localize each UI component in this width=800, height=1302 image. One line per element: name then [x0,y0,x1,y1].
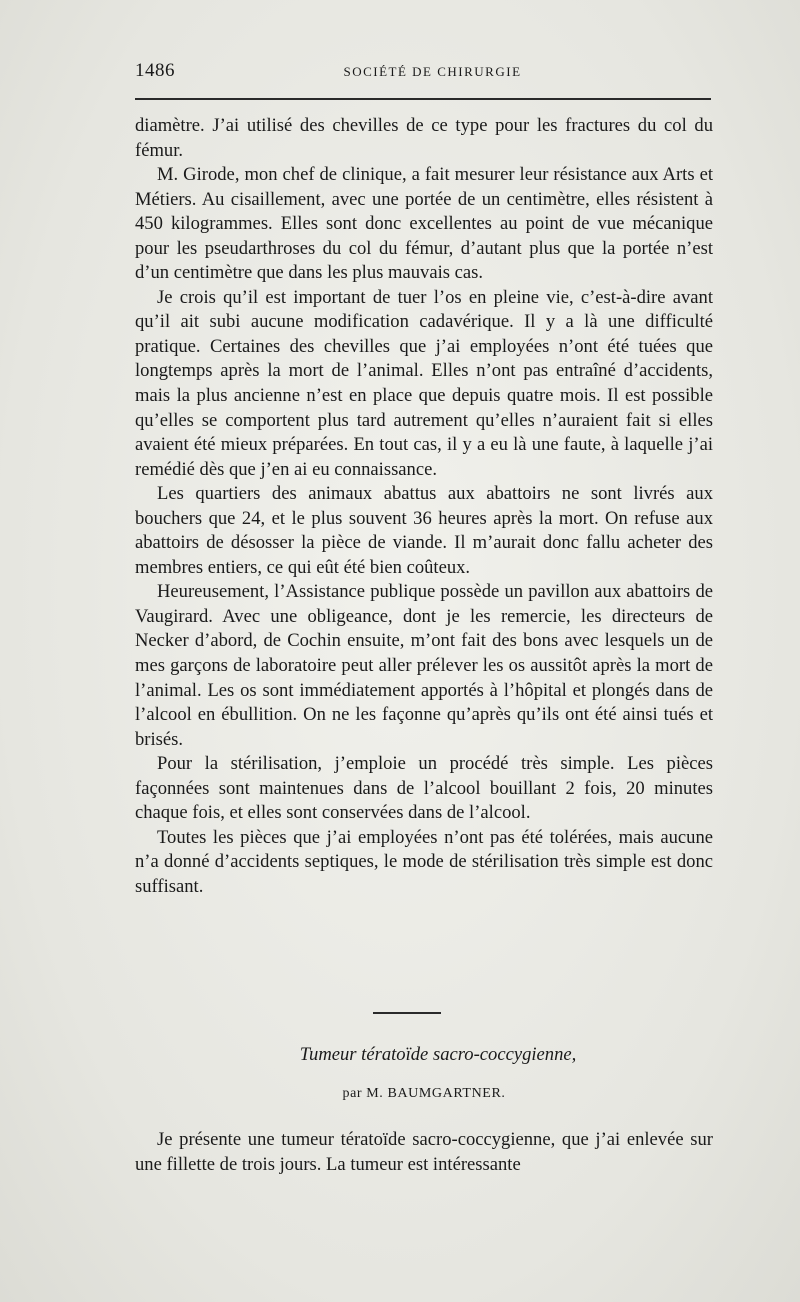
header-rule [135,98,711,100]
section-author: par M. BAUMGARTNER. [342,1086,506,1101]
section-title: Tumeur tératoïde sacro-coccygienne, [299,1044,577,1065]
body-text [135,114,713,900]
page-header [135,58,710,84]
section-text [135,1128,713,1177]
paragraph: diamètre. J’ai utilisé des chevilles de ce type pour les fractures du col du fémur. [135,115,713,161]
running-head: SOCIÉTÉ DE CHIRURGIE [343,64,522,79]
paragraph: Les quartiers des animaux abattus aux abattoirs ne sont livrés aux bouchers que 24, et le plus souvent 36 heures après la mort. On refuse aux abattoirs de désosser la pièce de viande. Il m’aurait donc fallu acheter des membres entiers, ce qui eût été bien coûteux. [135,483,713,578]
section-separator [373,1012,441,1014]
paragraph: Heureusement, l’Assistance publique possède un pavillon aux abattoirs de Vaugirard. Avec une obligeance, dont je les remercie, les directeurs de Necker d’abord, de Cochin ensuite, m’ont fait des bons avec lesquels un de mes garçons de laboratoire peut aller prélever les os aussitôt après la mort de l’animal. Les os sont immédiatement apportés à l’hôpital et plongés dans de l’alcool en ébullition. On ne les façonne qu’après qu’ils ont été ainsi tués et brisés. [135,581,713,750]
paragraph: Toutes les pièces que j’ai employées n’ont pas été tolérées, mais aucune n’a donné d’accidents septiques, le mode de stérilisation très simple est donc suffisant. [135,826,713,897]
paragraph: Je crois qu’il est important de tuer l’os en pleine vie, c’est-à-dire avant qu’il ait subi aucune modification cadavérique. Il y a là une difficulté pratique. Certaines des chevilles que j’ai employées n’ont été tuées que longtemps après la mort de l’animal. Elles n’ont pas entraîné d’accidents, mais la plus ancienne n’est en place que depuis quatre mois. Il est possible qu’elles se comportent plus tard autrement qu’elles n’auraient fait si elles avaient été mieux préparées. En tout cas, il y a eu là une faute, à laquelle j’ai remédié dès que j’en ai eu connaissance. [135,286,713,480]
paragraph: M. Girode, mon chef de clinique, a fait mesurer leur résistance aux Arts et Métiers. Au cisaillement, avec une portée de un centimètre, elles résistent à 450 kilogrammes. Elles sont donc excellentes au point de vue mécanique pour les pseudarthroses du col du fémur, d’autant plus que la portée n’est d’un centimètre que dans les plus mauvais cas. [135,164,713,284]
paragraph: Pour la stérilisation, j’emploie un procédé très simple. Les pièces façonnées sont maintenues dans de l’alcool bouillant 2 fois, 20 minutes chaque fois, et elles sont conservées dans de l’alcool. [135,753,713,824]
page-number: 1486 [135,60,175,81]
paragraph: Je présente une tumeur tératoïde sacro-coccygienne, que j’ai enlevée sur une fillette de trois jours. La tumeur est intéressante [135,1129,713,1175]
